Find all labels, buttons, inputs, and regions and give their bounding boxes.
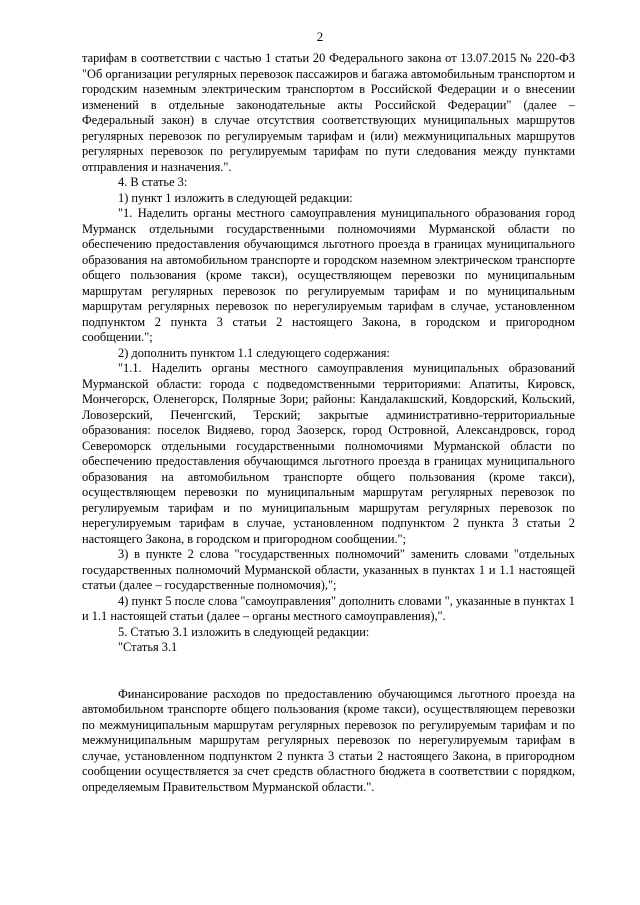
article-heading: "Статья 3.1	[118, 640, 178, 654]
page-number: 2	[316, 29, 324, 44]
paragraph-quoted-point-1-1: "1.1. Наделить органы местного самоуправления муниципальных образований Мурманской области: города с подведомственными территориями: Апатиты, Кировск, Мончегорск, Оленегорск, Полярные Зори; районы: Кандалакшский, Ковдорский, Кольский, Ловозерский, Печенгский, Терский; закрытые административно-территориальные образования: поселок Видяево, город Заозерск, город Островной, Александровск, город Североморск отдельными государственными полномочиями Мурманской области по обеспечению предоставления обучающимся льготного проезда в границах муниципального образования на автомобильном транспорте общего пользования (кроме такси), осуществляющем перевозки по муниципальным маршрутам регулярных перевозок по регулируемым тарифам и по муниципальным маршрутам регулярных перевозок по нерегулируемым тарифам в случае, установленном подпунктом 2 пункта 3 статьи 2 настоящего Закона, в городском и пригородном сообщении.";	[82, 361, 575, 546]
paragraph-subitem-4: 4) пункт 5 после слова "самоуправления" дополнить словами ", указанные в пунктах 1 и 1.1 настоящей статьи (далее – органы местного самоуправления),".	[82, 593, 575, 623]
paragraph-subitem-1: 1) пункт 1 изложить в следующей редакции:	[118, 190, 353, 205]
document-body	[82, 51, 575, 795]
paragraph-item-5: 5. Статью 3.1 изложить в следующей редакции:	[118, 624, 370, 639]
paragraph-subitem-3: 3) в пункте 2 слова "государственных полномочий" заменить словами "отдельных государственных полномочий Мурманской области, указанных в пунктах 1 и 1.1 настоящей статьи (далее – государственные полномочия),";	[82, 547, 575, 592]
paragraph-continuation: тарифам в соответствии с частью 1 статьи 20 Федерального закона от 13.07.2015 № 220-ФЗ "Об организации регулярных перевозок пассажиров и багажа автомобильным транспортом и городским наземным электрическим транспортом в Российской Федерации и о внесении изменений в отдельные законодательные акты Российской Федерации" (далее – Федеральный закон) в случае отсутствия соответствующих муниципальных маршрутов регулярных перевозок по регулируемым тарифам и (или) межмуниципальных маршрутов регулярных перевозок по регулируемым тарифам по пути следования между пунктами отправления и назначения.".	[82, 51, 575, 174]
blank-space	[82, 656, 575, 687]
paragraph-item-4: 4. В статье 3:	[118, 175, 188, 189]
paragraph-subitem-2: 2) дополнить пунктом 1.1 следующего содержания:	[118, 345, 390, 360]
paragraph-article-3-1-text: Финансирование расходов по предоставлению обучающимся льготного проезда на автомобильном транспорте общего пользования (кроме такси), осуществляющем перевозки по межмуниципальным маршрутам регулярных перевозок по регулируемым тарифам и по межмуниципальным маршрутам регулярных перевозок по нерегулируемым тарифам в случае, установленном подпунктом 2 пункта 3 статьи 2 настоящего Закона, в пригородном сообщении осуществляется за счет средств областного бюджета в соответствии с порядком, определяемым Правительством Мурманской области.".	[82, 686, 575, 794]
paragraph-quoted-point-1: "1. Наделить органы местного самоуправления муниципального образования город Мурманск отдельными государственными полномочиями Мурманской области по обеспечению предоставления обучающимся льготного проезда в границах муниципального образования на автомобильном транспорте и городском наземном электрическом транспорте общего пользования (кроме такси), осуществляющем перевозки по муниципальным маршрутам регулярных перевозок по регулируемым тарифам и по муниципальным маршрутам регулярных перевозок по нерегулируемым тарифам в случае, установленном подпунктом 2 пункта 3 статьи 2 настоящего Закона, в городском и пригородном сообщении.";	[82, 206, 575, 344]
